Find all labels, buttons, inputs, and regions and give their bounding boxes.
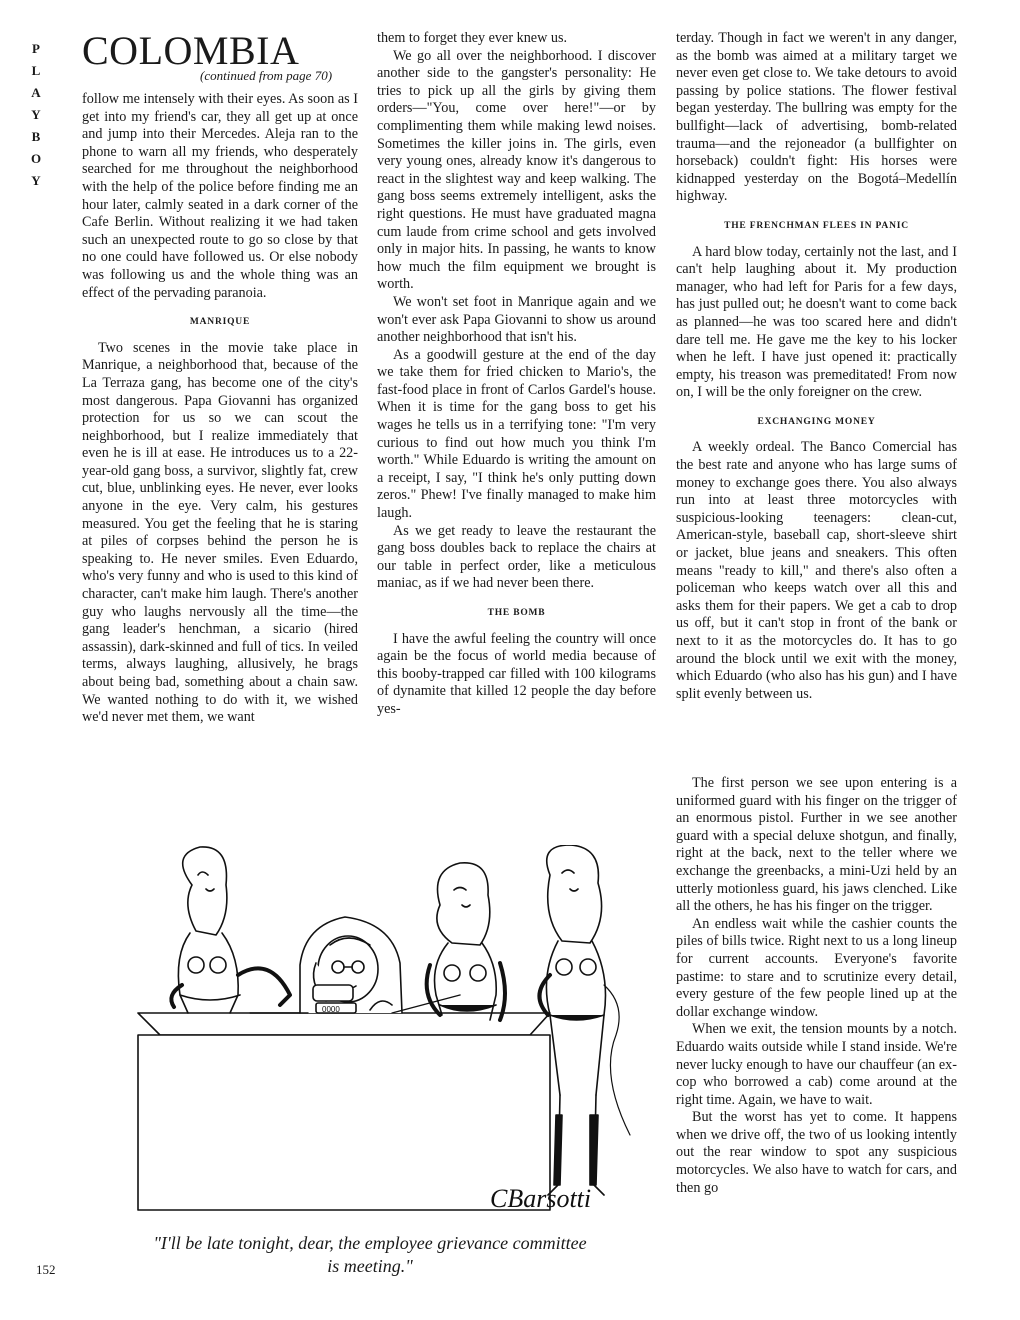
- magazine-letter: P: [32, 41, 40, 56]
- page-number: 152: [36, 1262, 56, 1277]
- article-title: COLOMBIA: [82, 28, 300, 73]
- column-3-continued: [676, 775, 957, 1197]
- column-2: [377, 30, 656, 719]
- paragraph: Two scenes in the movie take place in Manrique, a neighborhood that, because of the La Terraza gang, has become one of the city's most dangerous. Papa Giovanni has organized protection for us so we can scout the neighborhood, but I realize immediately that even he is ill at ease. He introduces us to a 22-year-old gang boss, a survivor, slightly fat, crew cut, blue, unblinking eyes. He never, ever looks anyone in the eye. Very calm, his gestures measured. You get the feeling that he is staring at piles of corpses behind the person he is speaking to. He never smiles. Even Eduardo, who's very funny and who is used to this kind of character, can't make him laugh. There's another guy who laughs nervously all the time—the gang leader's henchman, a sicario (hired assassin), dark-skinned and full of tics. In veiled terms, always laughing, allusively, he brags about being bad, something about a chain saw. We wanted nothing to do with it, we wished we'd never met them, we want: [82, 339, 358, 726]
- magazine-letter: Y: [31, 173, 41, 188]
- desk: [138, 1013, 550, 1210]
- column-1: [82, 91, 358, 727]
- paragraph: I have the awful feeling the country will once again be the focus of world media because of this booby-trapped car filled with 100 kilograms of dynamite that killed 12 people the day before yes-: [377, 630, 656, 717]
- paragraph: As a goodwill gesture at the end of the day we take them for fried chicken to Mario's, the fast-food place in front of Carlos Gardel's house. When it is time for the gang boss to get his wages he tells us in a terrifying tone: "I'm very curious to find out how much you think I'm worth." While Eduardo is writing the amount on a receipt, I say, "I think he's only putting down zeros." Phew! I've finally managed to make him laugh.: [377, 346, 656, 522]
- magazine-letter: A: [31, 85, 41, 100]
- paragraph: A weekly ordeal. The Banco Comercial has the best rate and anyone who has large sums of money to exchange goes there. You also always run into at least three motorcycles with suspicious-looking teenagers: clean-cut, American-style, baseball cap, short-sleeve shirt or jacket, blue jeans and sneakers. This often means "ready to kill," and there's also often a policeman who keeps watch over all this and asks them for their papers. We get a cab to drop us off, but it can't stop in front of the bank or next to it as the motorcycles do. It has to go around the block until we exit with the money, which Eduardo (who also has his gun) and I have split evenly between us.: [676, 439, 957, 702]
- paragraph: When we exit, the tension mounts by a notch. Eduardo waits outside while I stand inside. We're never lucky enough to have our chauffeur (an ex-cop who borrowed a cab) come around at the right time. Again, we have to wait.: [676, 1021, 957, 1108]
- paragraph: As we get ready to leave the restaurant the gang boss doubles back to replace the chairs at our table in perfect order, like a meticulous maniac, as if we had never been there.: [377, 522, 656, 592]
- continued-note: (continued from page 70): [200, 68, 333, 83]
- magazine-letter: B: [31, 129, 41, 144]
- magazine-name-vertical: [26, 38, 46, 192]
- paragraph: follow me intensely with their eyes. As soon as I get into my friend's car, they all get up at once and jump into their Mercedes. Aleja ran to the phone to warn all my friends, who desperately searched for me throughout the neighborhood with the help of the police before finding me an hour later, calmly seated in a dark corner of the Cafe Berlin. Without realizing it we had taken such an unexpected route to go so close by that no one could have followed us. Or else nobody was following us and the whole thing was an effect of the pervading paranoia.: [82, 91, 358, 301]
- cartoon-caption: "I'll be late tonight, dear, the employee grievance committee is meeting.": [153, 1233, 587, 1276]
- paragraph: An endless wait while the cashier counts the piles of bills twice. Right next to us a long lineup for current accounts. Everyone's favorite pastime: to stare and to scrutinize every detail, every gesture of the few people lined up at the dollar exchange window.: [676, 915, 957, 1020]
- paragraph: The first person we see upon entering is a uniformed guard with his finger on the trigger of an enormous pistol. Further in we see another guard with a special deluxe shotgun, and finally, right at the back, next to the teller where we exchange the greenbacks, a mini-Uzi held by an utterly motionless guard, his jaws clenched. Like all the others, he has his finger on the trigger.: [676, 775, 957, 915]
- woman-left: [171, 847, 290, 1013]
- paragraph: A hard blow today, certainly not the last, and I can't help laughing about it. My production manager, who had left for Paris for a few days, has just pulled out; he doesn't want to come back as planned—he was too scared here and didn't dare tell me. He gave me the key to his locker when he left. I have just opened it: practically empty, his treason was premeditated! From now on, I will be the only foreigner on the crew.: [676, 243, 957, 401]
- magazine-letter: O: [30, 151, 42, 166]
- section-heading: THE BOMB: [487, 608, 546, 618]
- paragraph: We go all over the neighborhood. I discover another side to the gangster's personality: He tries to pick up all the girls by giving them orders—"You, come over here!"—or by complimenting them while making lewd noises. Sometimes the killer joins in. The girls, even very young ones, already know it's dangerous to react in the slightest way and keep walking. The gang boss seems extremely intelligent, asks the right questions. He must have graduated magna cum laude from crime school and gets involved only in major hits. In passing, he wants to know how much the film equipment we brought is worth.: [377, 47, 656, 293]
- paragraph: them to forget they ever knew us.: [377, 30, 568, 46]
- magazine-letter: L: [31, 63, 41, 78]
- woman-middle: [427, 863, 505, 1020]
- paragraph: But the worst has yet to come. It happens when we drive off, the two of us looking intently out the rear window to spot any suspicious motorcycles. We also have to watch for cars, and then go: [676, 1109, 957, 1196]
- section-heading: MANRIQUE: [189, 317, 251, 328]
- phone-keypad: 0000: [322, 1005, 340, 1014]
- cartoon-illustration: [130, 845, 670, 1225]
- paragraph: We won't set foot in Manrique again and we won't ever ask Papa Giovanni to show us around another neighborhood that isn't his.: [377, 293, 656, 346]
- woman-right: [539, 845, 630, 1195]
- column-3: [676, 30, 957, 703]
- artist-signature: CBarsotti: [490, 1184, 592, 1213]
- magazine-letter: Y: [31, 107, 41, 122]
- section-heading: EXCHANGING MONEY: [757, 416, 876, 427]
- paragraph: terday. Though in fact we weren't in any danger, as the bomb was aimed at a military target we never even get close to. We take detours to avoid passing by police stations. The flower festival began yesterday. The bullring was empty for the bullfight—lack of advertising, bomb-related trauma—and the rejoneador (a bullfighter on horseback) couldn't fight: His horses were kidnapped yesterday on the Bogotá–Medellín highway.: [676, 30, 957, 205]
- section-heading: THE FRENCHMAN FLEES IN PANIC: [724, 220, 909, 231]
